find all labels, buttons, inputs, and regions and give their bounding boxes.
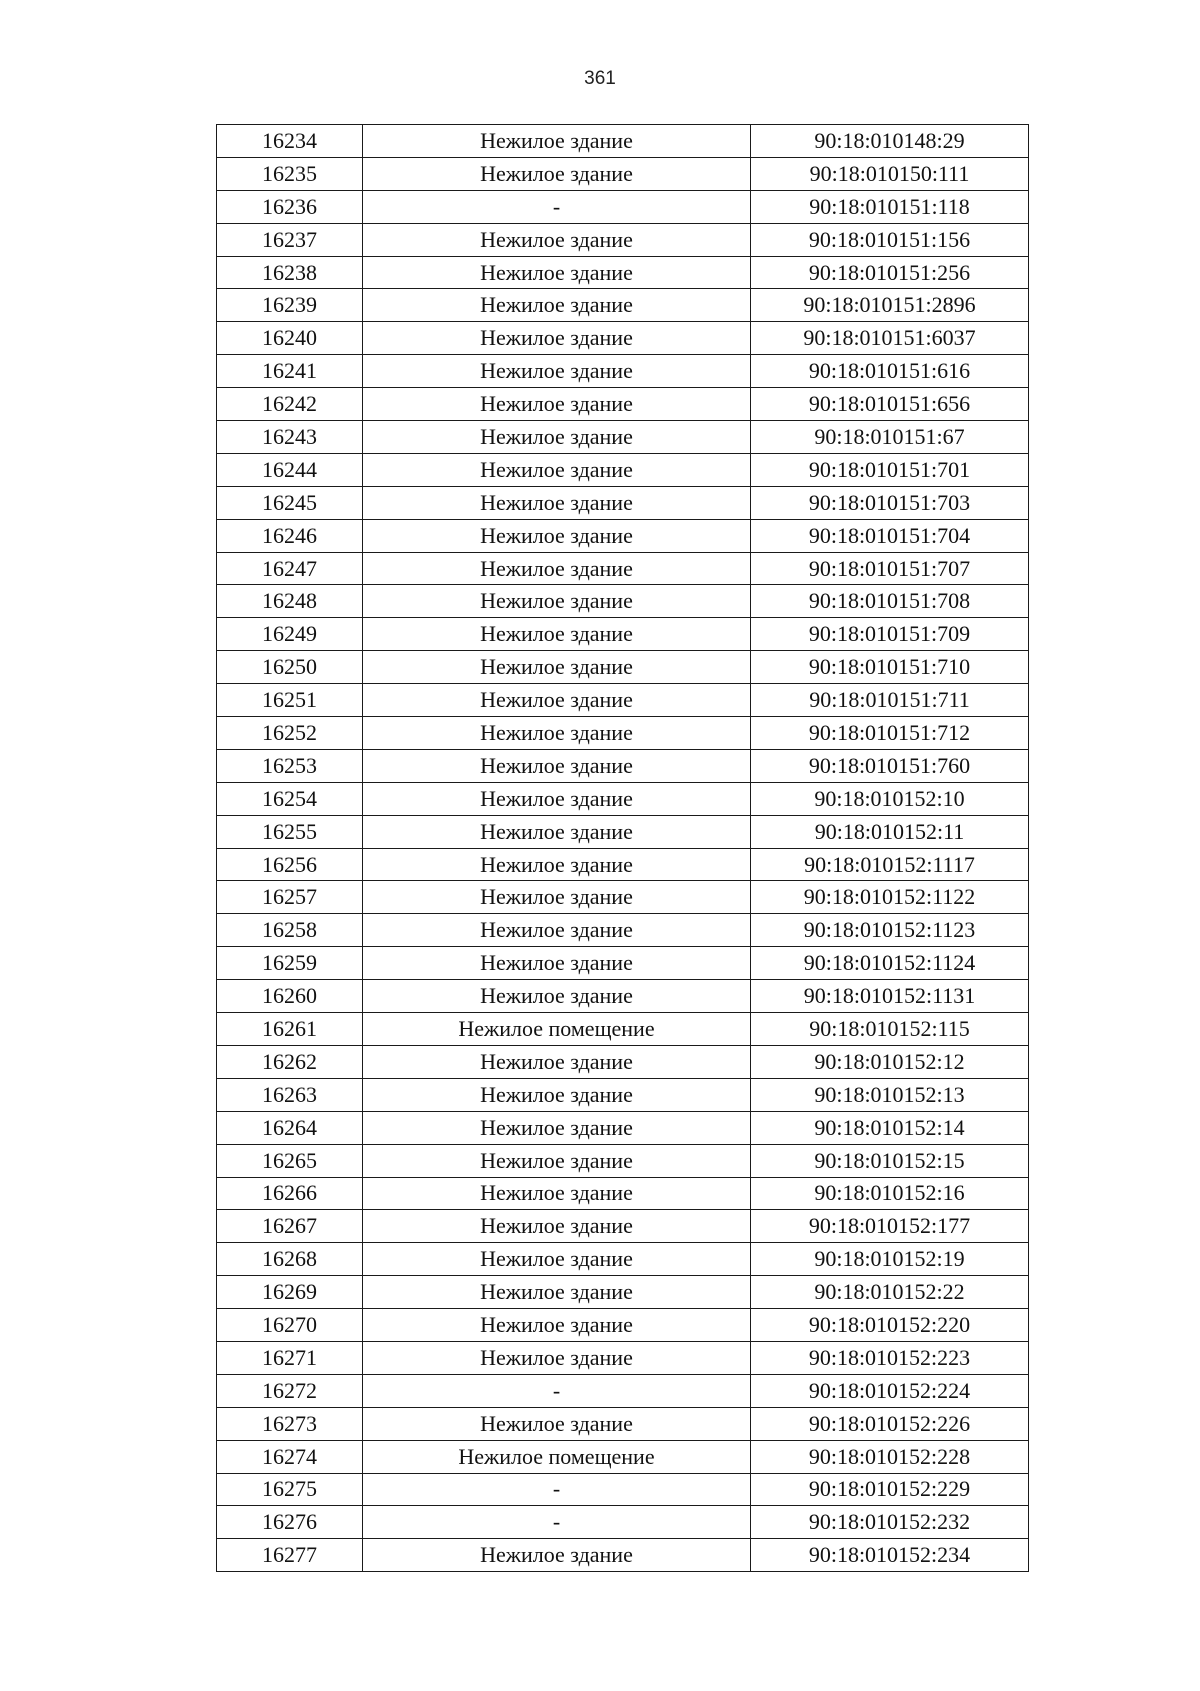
cadastral-number-cell: 90:18:010152:16 [751, 1177, 1029, 1210]
cadastral-number-cell: 90:18:010151:67 [751, 421, 1029, 454]
object-type-cell: Нежилое здание [363, 453, 751, 486]
object-type-cell: Нежилое здание [363, 157, 751, 190]
cadastral-number-cell: 90:18:010152:22 [751, 1276, 1029, 1309]
table-row [217, 1276, 1029, 1309]
table-row [217, 1309, 1029, 1342]
cadastral-number-cell: 90:18:010152:1123 [751, 914, 1029, 947]
cadastral-number-cell: 90:18:010151:760 [751, 749, 1029, 782]
row-number-cell: 16257 [217, 881, 363, 914]
row-number-cell: 16245 [217, 486, 363, 519]
cadastral-number-cell: 90:18:010151:703 [751, 486, 1029, 519]
table-row [217, 453, 1029, 486]
table-body [217, 125, 1029, 1572]
table-row [217, 815, 1029, 848]
object-type-cell: - [363, 1473, 751, 1506]
table-row [217, 1210, 1029, 1243]
object-type-cell: Нежилое здание [363, 486, 751, 519]
cadastral-number-cell: 90:18:010152:226 [751, 1407, 1029, 1440]
row-number-cell: 16258 [217, 914, 363, 947]
table-row [217, 749, 1029, 782]
cadastral-number-cell: 90:18:010152:1117 [751, 848, 1029, 881]
object-type-cell: Нежилое здание [363, 1210, 751, 1243]
cadastral-number-cell: 90:18:010152:10 [751, 782, 1029, 815]
object-type-cell: Нежилое здание [363, 223, 751, 256]
row-number-cell: 16273 [217, 1407, 363, 1440]
cadastral-number-cell: 90:18:010151:156 [751, 223, 1029, 256]
property-registry-table [216, 124, 1029, 1572]
object-type-cell: Нежилое здание [363, 651, 751, 684]
object-type-cell: Нежилое здание [363, 1078, 751, 1111]
row-number-cell: 16250 [217, 651, 363, 684]
row-number-cell: 16236 [217, 190, 363, 223]
object-type-cell: Нежилое здание [363, 552, 751, 585]
row-number-cell: 16265 [217, 1144, 363, 1177]
row-number-cell: 16251 [217, 684, 363, 717]
row-number-cell: 16234 [217, 125, 363, 158]
row-number-cell: 16237 [217, 223, 363, 256]
table-row [217, 1374, 1029, 1407]
row-number-cell: 16235 [217, 157, 363, 190]
table-row [217, 684, 1029, 717]
table-row [217, 322, 1029, 355]
table-row [217, 256, 1029, 289]
object-type-cell: - [363, 190, 751, 223]
cadastral-number-cell: 90:18:010152:224 [751, 1374, 1029, 1407]
cadastral-number-cell: 90:18:010151:711 [751, 684, 1029, 717]
table-row [217, 980, 1029, 1013]
cadastral-number-cell: 90:18:010151:701 [751, 453, 1029, 486]
cadastral-number-cell: 90:18:010152:1131 [751, 980, 1029, 1013]
object-type-cell: Нежилое здание [363, 1144, 751, 1177]
row-number-cell: 16277 [217, 1539, 363, 1572]
table-row [217, 1144, 1029, 1177]
row-number-cell: 16252 [217, 717, 363, 750]
object-type-cell: Нежилое здание [363, 684, 751, 717]
row-number-cell: 16272 [217, 1374, 363, 1407]
object-type-cell: Нежилое здание [363, 947, 751, 980]
object-type-cell: Нежилое здание [363, 782, 751, 815]
table-row [217, 1407, 1029, 1440]
object-type-cell: Нежилое здание [363, 1111, 751, 1144]
table-row [217, 947, 1029, 980]
cadastral-number-cell: 90:18:010152:1124 [751, 947, 1029, 980]
row-number-cell: 16253 [217, 749, 363, 782]
row-number-cell: 16271 [217, 1341, 363, 1374]
cadastral-number-cell: 90:18:010151:707 [751, 552, 1029, 585]
row-number-cell: 16256 [217, 848, 363, 881]
cadastral-number-cell: 90:18:010151:6037 [751, 322, 1029, 355]
row-number-cell: 16263 [217, 1078, 363, 1111]
table-row [217, 1013, 1029, 1046]
table-row [217, 355, 1029, 388]
cadastral-number-cell: 90:18:010151:710 [751, 651, 1029, 684]
table-row [217, 125, 1029, 158]
cadastral-number-cell: 90:18:010152:115 [751, 1013, 1029, 1046]
table-row [217, 421, 1029, 454]
table-row [217, 486, 1029, 519]
object-type-cell: Нежилое здание [363, 1045, 751, 1078]
row-number-cell: 16238 [217, 256, 363, 289]
cadastral-number-cell: 90:18:010151:712 [751, 717, 1029, 750]
cadastral-number-cell: 90:18:010152:13 [751, 1078, 1029, 1111]
object-type-cell: Нежилое здание [363, 1177, 751, 1210]
object-type-cell: Нежилое здание [363, 1407, 751, 1440]
object-type-cell: Нежилое здание [363, 749, 751, 782]
row-number-cell: 16274 [217, 1440, 363, 1473]
object-type-cell: Нежилое здание [363, 256, 751, 289]
cadastral-number-cell: 90:18:010151:2896 [751, 289, 1029, 322]
table-row [217, 1440, 1029, 1473]
table-row [217, 1078, 1029, 1111]
table-row [217, 1506, 1029, 1539]
object-type-cell: Нежилое здание [363, 289, 751, 322]
table-row [217, 848, 1029, 881]
row-number-cell: 16261 [217, 1013, 363, 1046]
table-row [217, 388, 1029, 421]
table-row [217, 618, 1029, 651]
cadastral-number-cell: 90:18:010151:704 [751, 519, 1029, 552]
row-number-cell: 16242 [217, 388, 363, 421]
object-type-cell: - [363, 1506, 751, 1539]
row-number-cell: 16247 [217, 552, 363, 585]
cadastral-number-cell: 90:18:010152:11 [751, 815, 1029, 848]
table-row [217, 1111, 1029, 1144]
cadastral-number-cell: 90:18:010152:15 [751, 1144, 1029, 1177]
table-row [217, 519, 1029, 552]
table-row [217, 1473, 1029, 1506]
cadastral-number-cell: 90:18:010152:228 [751, 1440, 1029, 1473]
object-type-cell: Нежилое здание [363, 1309, 751, 1342]
object-type-cell: Нежилое здание [363, 421, 751, 454]
object-type-cell: Нежилое здание [363, 1539, 751, 1572]
row-number-cell: 16266 [217, 1177, 363, 1210]
row-number-cell: 16268 [217, 1243, 363, 1276]
table-row [217, 190, 1029, 223]
table-row [217, 1243, 1029, 1276]
cadastral-number-cell: 90:18:010148:29 [751, 125, 1029, 158]
row-number-cell: 16239 [217, 289, 363, 322]
object-type-cell: - [363, 1374, 751, 1407]
object-type-cell: Нежилое здание [363, 980, 751, 1013]
table-row [217, 585, 1029, 618]
object-type-cell: Нежилое здание [363, 1243, 751, 1276]
cadastral-number-cell: 90:18:010151:256 [751, 256, 1029, 289]
object-type-cell: Нежилое здание [363, 322, 751, 355]
table-row [217, 1539, 1029, 1572]
object-type-cell: Нежилое здание [363, 125, 751, 158]
object-type-cell: Нежилое здание [363, 388, 751, 421]
cadastral-number-cell: 90:18:010151:708 [751, 585, 1029, 618]
cadastral-number-cell: 90:18:010152:234 [751, 1539, 1029, 1572]
row-number-cell: 16267 [217, 1210, 363, 1243]
object-type-cell: Нежилое здание [363, 1276, 751, 1309]
table-row [217, 1177, 1029, 1210]
row-number-cell: 16255 [217, 815, 363, 848]
row-number-cell: 16276 [217, 1506, 363, 1539]
table-row [217, 223, 1029, 256]
row-number-cell: 16240 [217, 322, 363, 355]
object-type-cell: Нежилое здание [363, 618, 751, 651]
object-type-cell: Нежилое здание [363, 881, 751, 914]
row-number-cell: 16254 [217, 782, 363, 815]
row-number-cell: 16248 [217, 585, 363, 618]
object-type-cell: Нежилое здание [363, 1341, 751, 1374]
cadastral-number-cell: 90:18:010152:14 [751, 1111, 1029, 1144]
table-row [217, 552, 1029, 585]
row-number-cell: 16243 [217, 421, 363, 454]
table-row [217, 651, 1029, 684]
cadastral-number-cell: 90:18:010151:118 [751, 190, 1029, 223]
row-number-cell: 16269 [217, 1276, 363, 1309]
object-type-cell: Нежилое здание [363, 355, 751, 388]
object-type-cell: Нежилое помещение [363, 1013, 751, 1046]
row-number-cell: 16244 [217, 453, 363, 486]
object-type-cell: Нежилое здание [363, 815, 751, 848]
page-number: 361 [584, 68, 616, 89]
object-type-cell: Нежилое здание [363, 717, 751, 750]
cadastral-number-cell: 90:18:010151:656 [751, 388, 1029, 421]
table-row [217, 782, 1029, 815]
row-number-cell: 16270 [217, 1309, 363, 1342]
cadastral-number-cell: 90:18:010150:111 [751, 157, 1029, 190]
row-number-cell: 16249 [217, 618, 363, 651]
object-type-cell: Нежилое помещение [363, 1440, 751, 1473]
row-number-cell: 16262 [217, 1045, 363, 1078]
object-type-cell: Нежилое здание [363, 519, 751, 552]
table-row [217, 1045, 1029, 1078]
row-number-cell: 16259 [217, 947, 363, 980]
object-type-cell: Нежилое здание [363, 848, 751, 881]
cadastral-number-cell: 90:18:010152:223 [751, 1341, 1029, 1374]
row-number-cell: 16246 [217, 519, 363, 552]
cadastral-number-cell: 90:18:010152:232 [751, 1506, 1029, 1539]
table-row [217, 914, 1029, 947]
table-row [217, 1341, 1029, 1374]
cadastral-number-cell: 90:18:010152:1122 [751, 881, 1029, 914]
row-number-cell: 16275 [217, 1473, 363, 1506]
row-number-cell: 16260 [217, 980, 363, 1013]
table-row [217, 881, 1029, 914]
cadastral-number-cell: 90:18:010152:12 [751, 1045, 1029, 1078]
cadastral-number-cell: 90:18:010151:709 [751, 618, 1029, 651]
table-row [217, 289, 1029, 322]
cadastral-number-cell: 90:18:010152:229 [751, 1473, 1029, 1506]
cadastral-number-cell: 90:18:010152:220 [751, 1309, 1029, 1342]
table-row [217, 717, 1029, 750]
row-number-cell: 16264 [217, 1111, 363, 1144]
table-row [217, 157, 1029, 190]
row-number-cell: 16241 [217, 355, 363, 388]
object-type-cell: Нежилое здание [363, 585, 751, 618]
cadastral-number-cell: 90:18:010152:19 [751, 1243, 1029, 1276]
object-type-cell: Нежилое здание [363, 914, 751, 947]
cadastral-number-cell: 90:18:010152:177 [751, 1210, 1029, 1243]
cadastral-number-cell: 90:18:010151:616 [751, 355, 1029, 388]
